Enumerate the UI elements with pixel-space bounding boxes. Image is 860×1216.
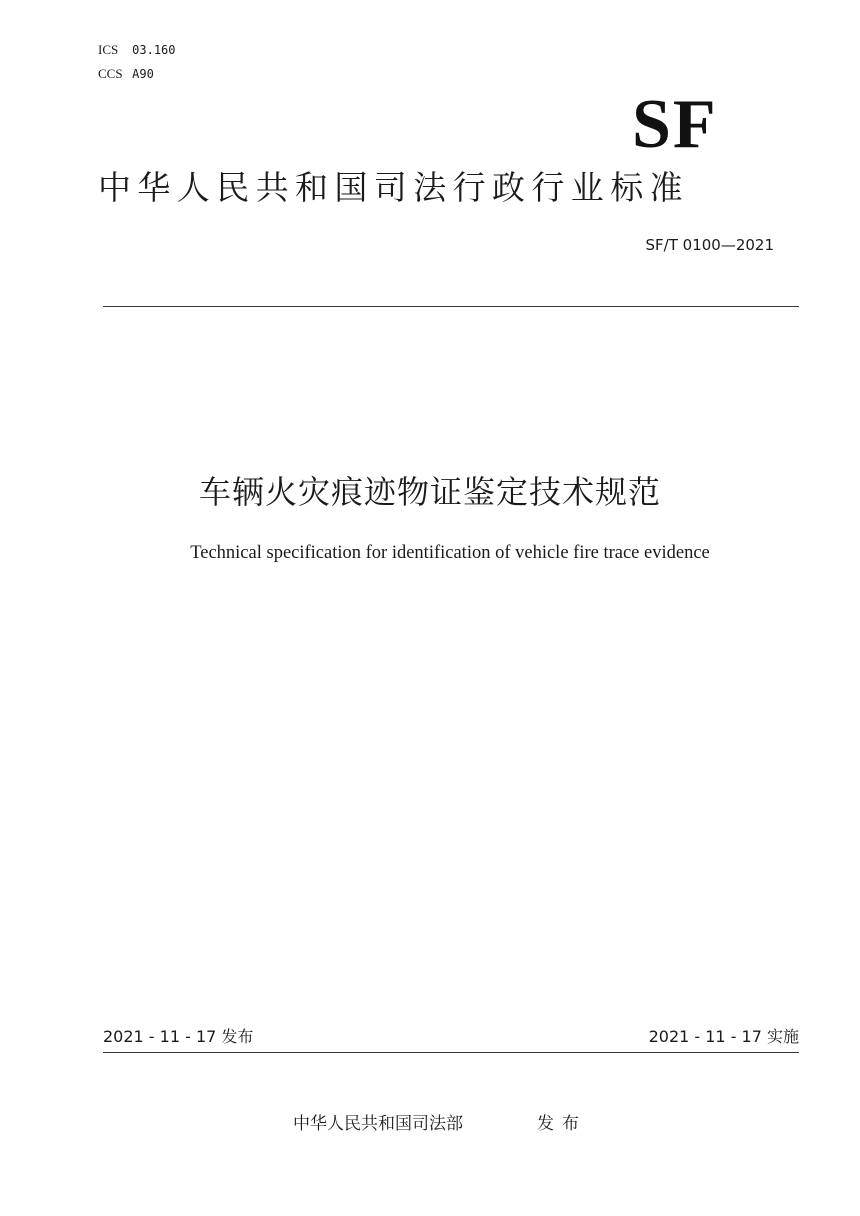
ics-label: ICS [98,42,119,57]
ccs-label: CCS [98,66,123,81]
bottom-divider [103,1052,799,1053]
ics-classification [98,42,176,59]
publish-label: 发布 [537,1114,587,1134]
publisher-name: 中华人民共和国司法部 [293,1114,463,1134]
implementation-date: 2021 - 11 - 17 实施 [648,1027,799,1046]
top-divider [103,306,799,307]
issue-date: 2021 - 11 - 17 发布 [103,1027,254,1046]
document-title-chinese: 车辆火灾痕迹物证鉴定技术规范 [198,473,661,511]
standard-category-title: 中华人民共和国司法行政行业标准 [98,168,689,207]
document-title-english: Technical specification for identification of vehicle fire trace evidence [190,543,710,563]
ics-value: 03.160 [132,43,176,57]
sf-logo: SF [632,86,718,163]
ccs-value: A90 [132,67,154,81]
ccs-classification [98,66,154,83]
standard-number: SF/T 0100—2021 [645,236,774,254]
